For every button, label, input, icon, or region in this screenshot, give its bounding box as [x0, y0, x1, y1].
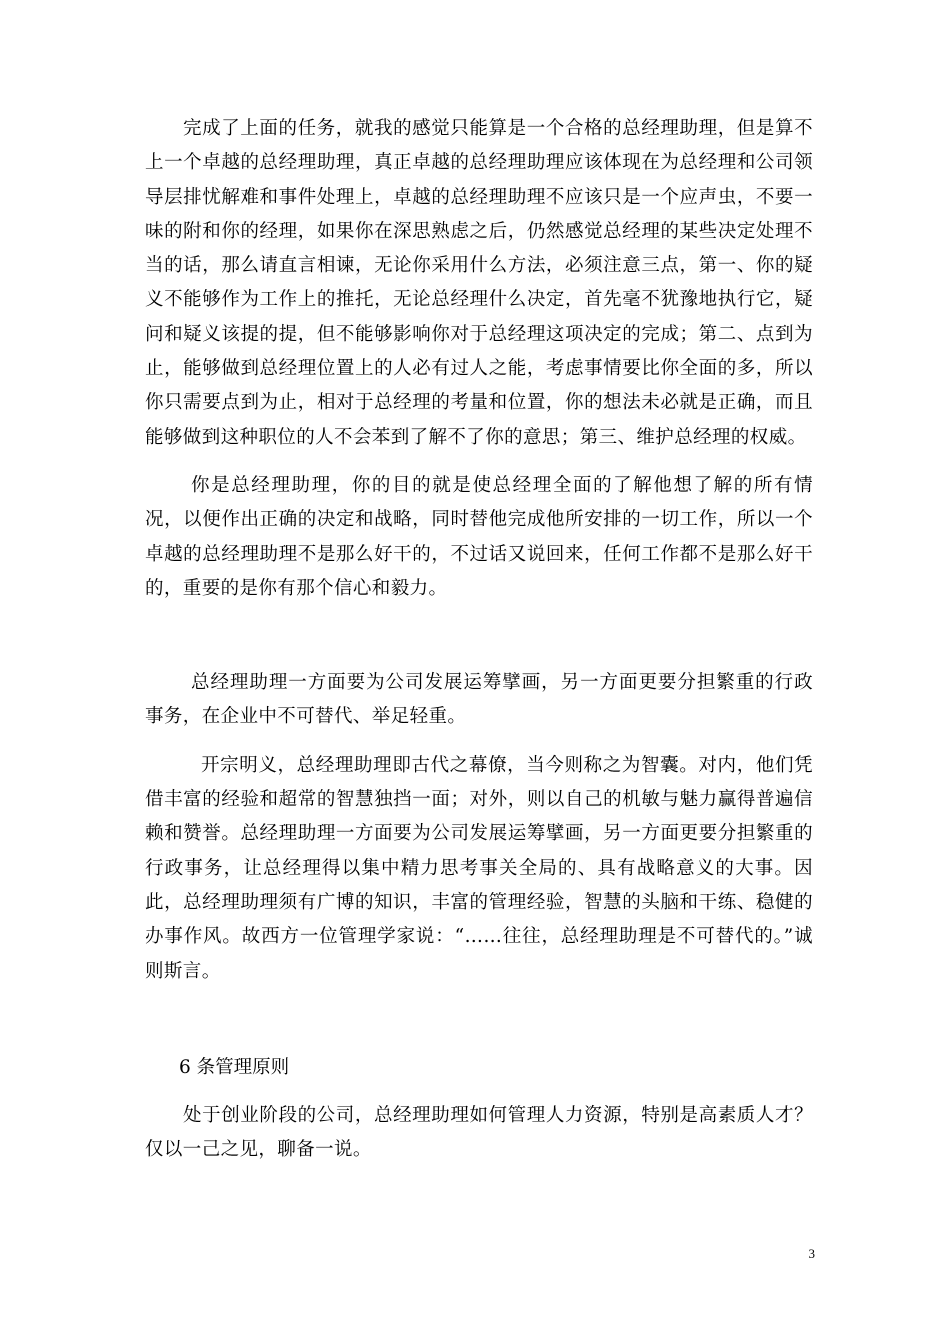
section-heading: 6 条管理原则 [179, 1056, 290, 1078]
paragraph-3: 总经理助理一方面要为公司发展运筹擘画，另一方面更要分担繁重的行政事务，在企业中不可替代、举足轻重。 [145, 672, 813, 728]
spacer [145, 989, 813, 1051]
page-number: 3 [808, 1246, 815, 1261]
page-content [145, 112, 813, 1168]
spacer [145, 606, 813, 666]
paragraph-2: 你是总经理助理，你的目的就是使总经理全面的了解他想了解的所有情况，以便作出正确的决定和战略，同时替他完成他所安排的一切工作，所以一个卓越的总经理助理不是那么好干的，不过话又说回来，任何工作都不是那么好干的，重要的是你有那个信心和毅力。 [145, 474, 813, 599]
paragraph-1: 完成了上面的任务，就我的感觉只能算是一个合格的总经理助理，但是算不上一个卓越的总经理助理，真正卓越的总经理助理应该体现在为总经理和公司领导层排忧解难和事件处理上，卓越的总经理助理不应该只是一个应声虫，不要一味的附和你的经理，如果你在深思熟虑之后，仍然感觉总经理的某些决定处理不当的话，那么请直言相谏，无论你采用什么方法，必须注意三点，第一、你的疑义不能够作为工作上的推托，无论总经理什么决定，首先毫不犹豫地执行它，疑问和疑义该提的提，但不能够影响你对于总经理这项决定的完成；第二、点到为止，能够做到总经理位置上的人必有过人之能，考虑事情要比你全面的多，所以你只需要点到为止，相对于总经理的考量和位置，你的想法未必就是正确，而且能够做到这种职位的人不会苯到了解不了你的意思；第三、维护总经理的权威。 [145, 118, 813, 448]
paragraph-5: 处于创业阶段的公司，总经理助理如何管理人力资源，特别是高素质人才？仅以一己之见，聊备一说。 [145, 1105, 813, 1161]
paragraph-4: 开宗明义，总经理助理即古代之幕僚，当今则称之为智囊。对内，他们凭借丰富的经验和超常的智慧独挡一面；对外，则以自己的机敏与魅力赢得普遍信赖和赞誉。总经理助理一方面要为公司发展运筹擘画，另一方面更要分担繁重的行政事务，让总经理得以集中精力思考事关全局的、具有战略意义的大事。因此，总经理助理须有广博的知识，丰富的管理经验，智慧的头脑和干练、稳健的办事作风。故西方一位管理学家说：“……往往，总经理助理是不可替代的。”诚则斯言。 [145, 754, 813, 982]
spacer [145, 735, 813, 749]
spacer [145, 1085, 813, 1099]
spacer [145, 455, 813, 469]
